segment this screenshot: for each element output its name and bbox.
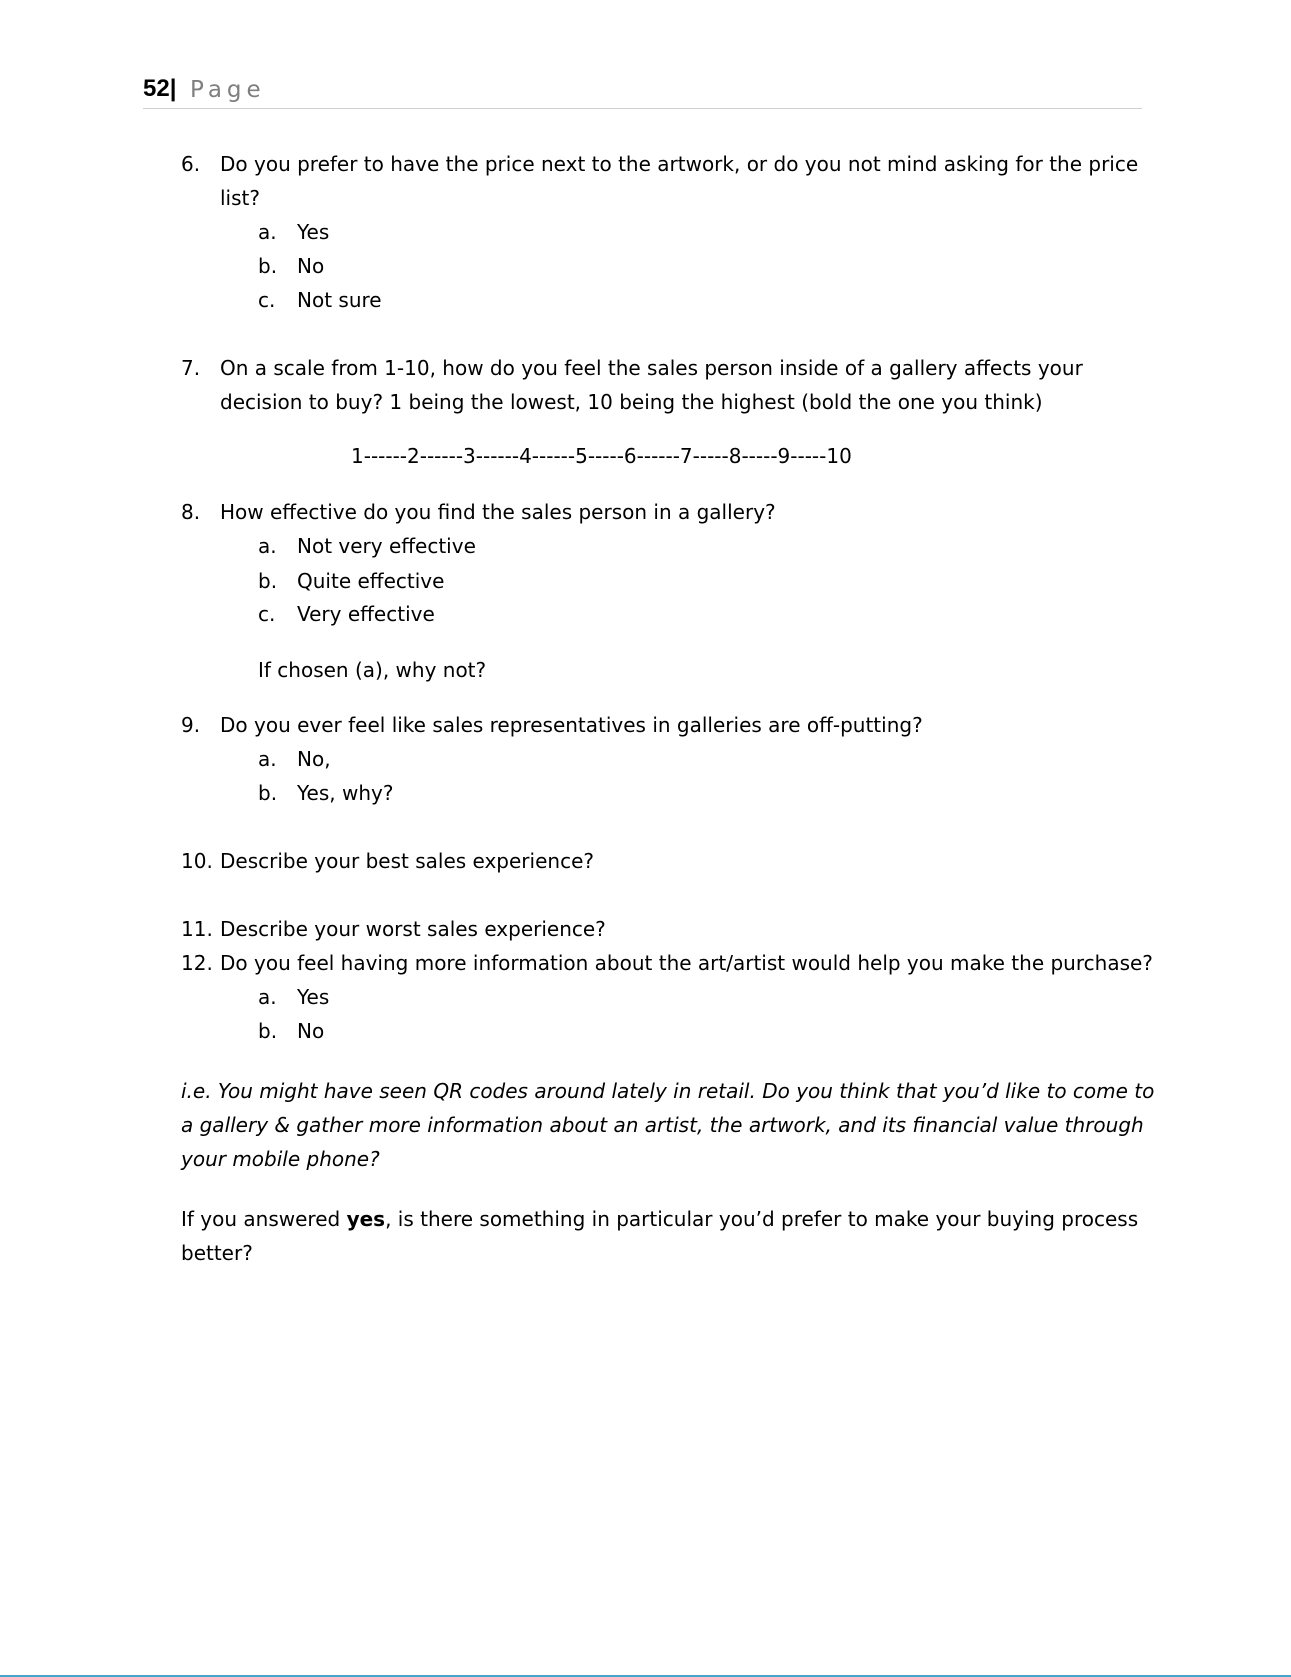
question-number: 12. [181, 951, 213, 975]
note-text: i.e. You might have seen QR codes around lately in retail. Do you think that you’d like to come to [181, 1079, 1155, 1103]
rating-scale: 1------2------3------4------5-----6------7-----8-----9-----10 [351, 444, 852, 468]
option-letter: c. [258, 602, 276, 626]
question-number: 9. [181, 713, 201, 737]
option-letter: b. [258, 569, 278, 593]
final-emphasis: yes [346, 1207, 386, 1231]
option-label: No [297, 1019, 325, 1043]
option-label: Not sure [297, 288, 382, 312]
final-suffix: , is there something in particular you’d prefer to make your buying process [385, 1207, 1139, 1231]
question-text: How effective do you find the sales person in a gallery? [220, 500, 776, 524]
page-header [143, 74, 1142, 109]
page-number: 52| [143, 75, 177, 102]
option-label: Yes [297, 985, 330, 1009]
final-prefix: If you answered [181, 1207, 347, 1231]
option-label: No [297, 254, 325, 278]
note-text: your mobile phone? [181, 1147, 380, 1171]
option-letter: a. [258, 985, 277, 1009]
final-question-continued: better? [181, 1241, 253, 1265]
question-text: On a scale from 1-10, how do you feel the sales person inside of a gallery affects your [220, 356, 1083, 380]
question-text: decision to buy? 1 being the lowest, 10 being the highest (bold the one you think) [220, 390, 1043, 414]
followup-text: If chosen (a), why not? [258, 658, 487, 682]
question-number: 11. [181, 917, 213, 941]
question-number: 7. [181, 356, 201, 380]
option-letter: a. [258, 534, 277, 558]
final-question [181, 1202, 1138, 1236]
option-letter: a. [258, 747, 277, 771]
option-label: Very effective [297, 602, 435, 626]
option-letter: b. [258, 1019, 278, 1043]
question-text: Describe your worst sales experience? [220, 917, 606, 941]
note-text: a gallery & gather more information about an artist, the artwork, and its financial value through [181, 1113, 1144, 1137]
option-letter: b. [258, 254, 278, 278]
option-label: Yes [297, 220, 330, 244]
option-letter: c. [258, 288, 276, 312]
question-text: Describe your best sales experience? [220, 849, 594, 873]
page-label: Page [190, 77, 266, 103]
option-letter: a. [258, 220, 277, 244]
question-number: 10. [181, 849, 213, 873]
question-text: Do you ever feel like sales representatives in galleries are off-putting? [220, 713, 923, 737]
option-letter: b. [258, 781, 278, 805]
option-label: Quite effective [297, 569, 445, 593]
question-number: 8. [181, 500, 201, 524]
option-label: Yes, why? [297, 781, 394, 805]
question-text: list? [220, 186, 260, 210]
option-label: No, [297, 747, 331, 771]
question-number: 6. [181, 152, 201, 176]
question-text: Do you prefer to have the price next to the artwork, or do you not mind asking for the price [220, 152, 1139, 176]
option-label: Not very effective [297, 534, 476, 558]
question-text: Do you feel having more information about the art/artist would help you make the purchase? [220, 951, 1153, 975]
